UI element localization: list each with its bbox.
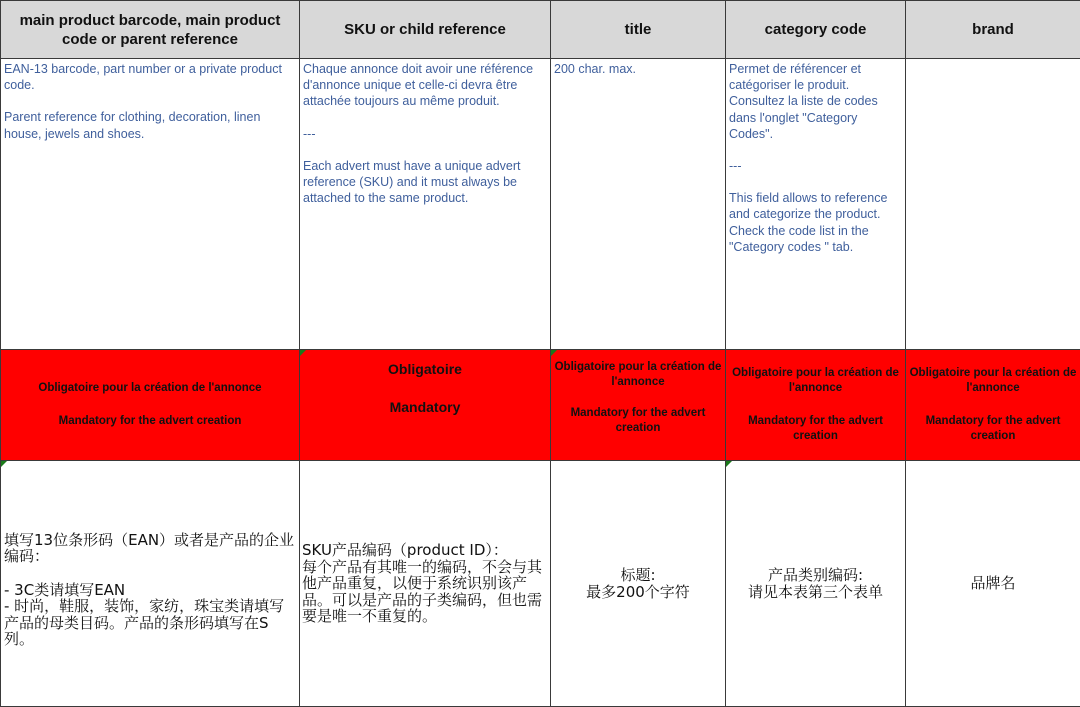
chinese-text: - 3C类请填写EAN - 时尚，鞋服，装饰，家纺，珠宝类请填写产品的母类目码。产品的条形码填写在S列。 (4, 582, 296, 648)
description-text-en: This field allows to reference and categorize the product. Check the code list in the "Category codes " tab. (729, 190, 902, 255)
header-row (1, 1, 1080, 59)
description-text-en: Each advert must have a unique advert reference (SKU) and it must always be attached to the same product. (303, 158, 547, 207)
requirement-text-en: Mandatory for the advert creation (551, 406, 725, 436)
requirement-text-fr: Obligatoire pour la création de l'annonce (1, 381, 299, 396)
description-text: EAN-13 barcode, part number or a private product code. (4, 61, 296, 93)
header-cell-barcode[interactable]: main product barcode, main product code or parent reference (1, 1, 300, 59)
description-cell-sku[interactable] (300, 59, 551, 350)
description-cell-title[interactable] (551, 59, 726, 350)
chinese-row (1, 461, 1080, 707)
description-text: Parent reference for clothing, decoration, linen house, jewels and shoes. (4, 109, 296, 141)
requirement-cell-barcode[interactable] (1, 350, 300, 461)
description-separator: --- (303, 126, 547, 142)
requirement-text-en: Mandatory for the advert creation (726, 414, 905, 444)
description-text-fr: Permet de référencer et catégoriser le produit. Consultez la liste de codes dans l'onglet "Category Codes". (729, 61, 902, 142)
chinese-text: SKU产品编码（product ID）： 每个产品有其唯一的编码，不会与其他产品重复，以便于系统识别该产品。可以是产品的子类编码，但也需要是唯一不重复的。 (302, 542, 548, 625)
description-text-fr: Chaque annonce doit avoir une référence d'annonce unique et celle-ci devra être attachée toujours au même produit. (303, 61, 547, 110)
chinese-cell-brand[interactable] (906, 461, 1080, 707)
description-row (1, 59, 1080, 350)
requirement-text-fr: Obligatoire (300, 360, 550, 378)
header-cell-title[interactable]: title (551, 1, 726, 59)
requirement-cell-sku[interactable] (300, 350, 551, 461)
requirement-text-en: Mandatory for the advert creation (906, 414, 1080, 444)
requirement-text-fr: Obligatoire pour la création de l'annonce (726, 366, 905, 396)
header-cell-category[interactable]: category code (726, 1, 906, 59)
requirement-cell-category[interactable] (726, 350, 906, 461)
chinese-cell-sku[interactable] (300, 461, 551, 707)
requirement-cell-brand[interactable] (906, 350, 1080, 461)
header-cell-sku[interactable]: SKU or child reference (300, 1, 551, 59)
description-text: 200 char. max. (554, 61, 722, 77)
description-cell-brand[interactable] (906, 59, 1080, 350)
requirement-text-en: Mandatory for the advert creation (1, 414, 299, 429)
description-cell-category[interactable] (726, 59, 906, 350)
description-cell-barcode[interactable] (1, 59, 300, 350)
chinese-cell-category[interactable] (726, 461, 906, 707)
comment-marker-icon (551, 350, 557, 356)
chinese-text: 填写13位条形码（EAN）或者是产品的企业编码： (4, 532, 296, 565)
requirement-cell-title[interactable] (551, 350, 726, 461)
requirement-text-en: Mandatory (300, 398, 550, 416)
requirement-text-fr: Obligatoire pour la création de l'annonce (551, 360, 725, 390)
requirement-row (1, 350, 1080, 461)
chinese-text: 标题: 最多200个字符 (551, 567, 725, 600)
requirement-text-fr: Obligatoire pour la création de l'annonce (906, 366, 1080, 396)
comment-marker-icon (726, 461, 732, 467)
chinese-text: 产品类别编码: 请见本表第三个表单 (726, 567, 905, 600)
chinese-cell-title[interactable] (551, 461, 726, 707)
chinese-cell-barcode[interactable] (1, 461, 300, 707)
header-cell-brand[interactable]: brand (906, 1, 1080, 59)
description-separator: --- (729, 158, 902, 174)
comment-marker-icon (1, 461, 7, 467)
comment-marker-icon (300, 350, 306, 356)
chinese-text: 品牌名 (906, 575, 1080, 592)
